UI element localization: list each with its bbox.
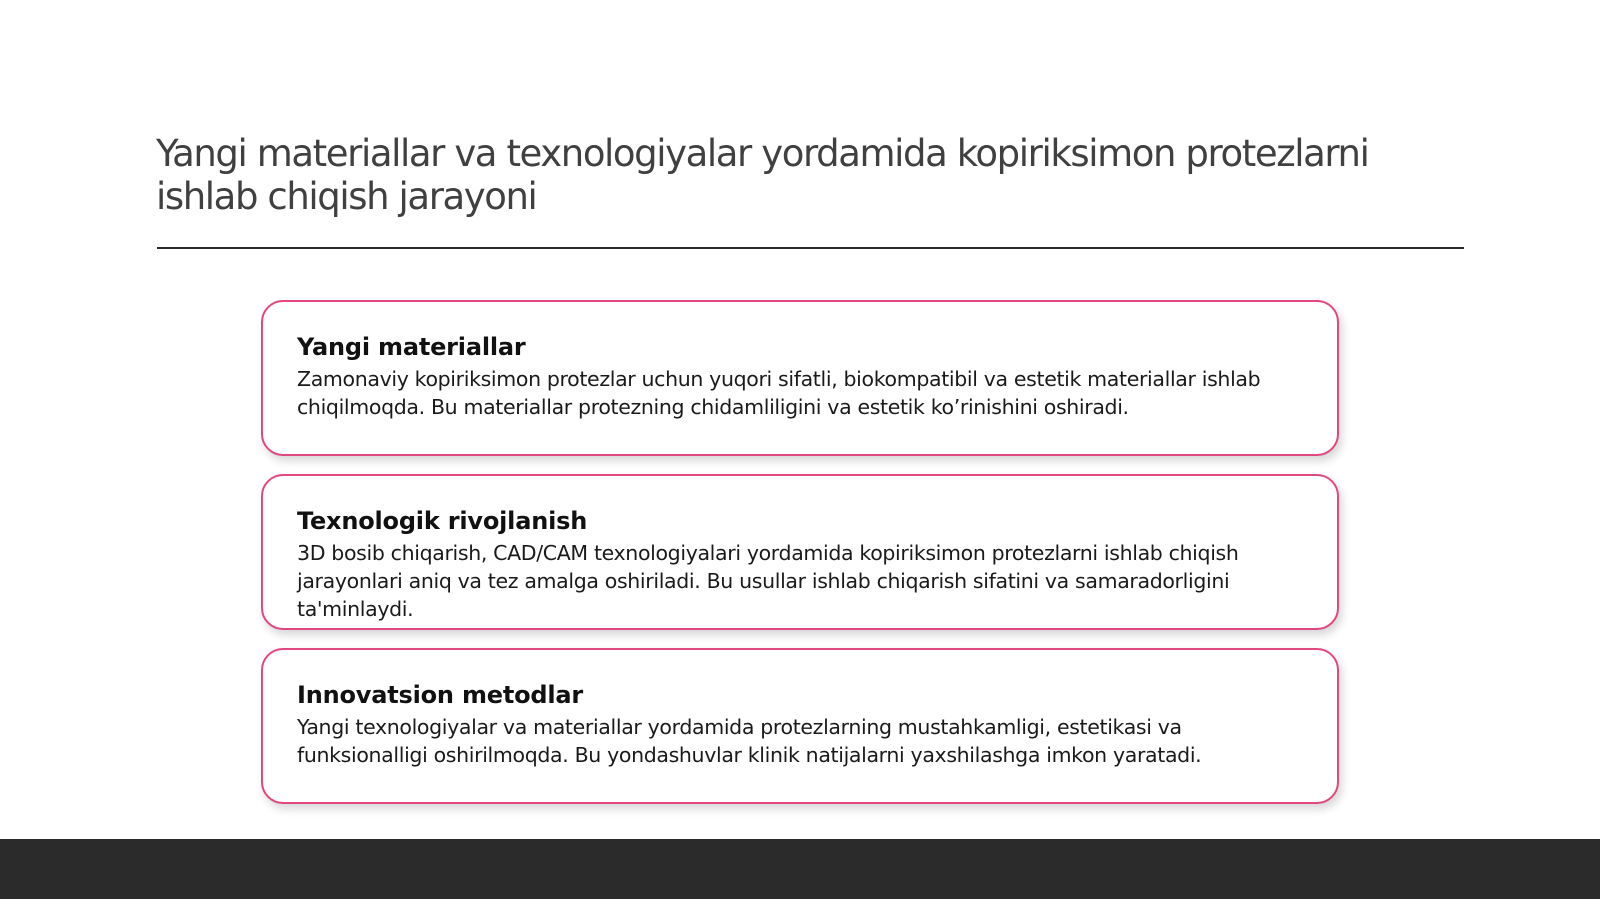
card-heading: Innovatsion metodlar <box>297 681 584 709</box>
card-new-materials <box>261 300 1339 456</box>
card-text: Zamonaviy kopiriksimon protezlar uchun yuqori sifatli, biokompatibil va estetik materiallar ishlab chiqilmoqda. Bu materiallar protezning chidamliligini va estetik ko’rinishini oshiradi. <box>297 367 1261 419</box>
card-text: Yangi texnologiyalar va materiallar yordamida protezlarning mustahkamligi, estetikasi va funksionalligi oshirilmoqda. Bu yondashuvlar klinik natijalarni yaxshilashga imkon yaratadi. <box>297 715 1202 767</box>
cards-list <box>261 300 1339 822</box>
card-text: 3D bosib chiqarish, CAD/CAM texnologiyalari yordamida kopiriksimon protezlarni ishlab chiqish jarayonlari aniq va tez amalga oshiriladi. Bu usullar ishlab chiqarish sifatini va samaradorligini ta'minlaydi. <box>297 541 1239 621</box>
slide-title: Yangi materiallar va texnologiyalar yordamida kopiriksimon protezlarni ishlab chiqish jarayoni <box>156 132 1369 218</box>
card-tech-development <box>261 474 1339 630</box>
card-innovative-methods <box>261 648 1339 804</box>
card-heading: Yangi materiallar <box>297 333 526 361</box>
card-heading: Texnologik rivojlanish <box>297 507 588 535</box>
footer-bar <box>0 839 1600 899</box>
title-divider <box>157 247 1464 249</box>
